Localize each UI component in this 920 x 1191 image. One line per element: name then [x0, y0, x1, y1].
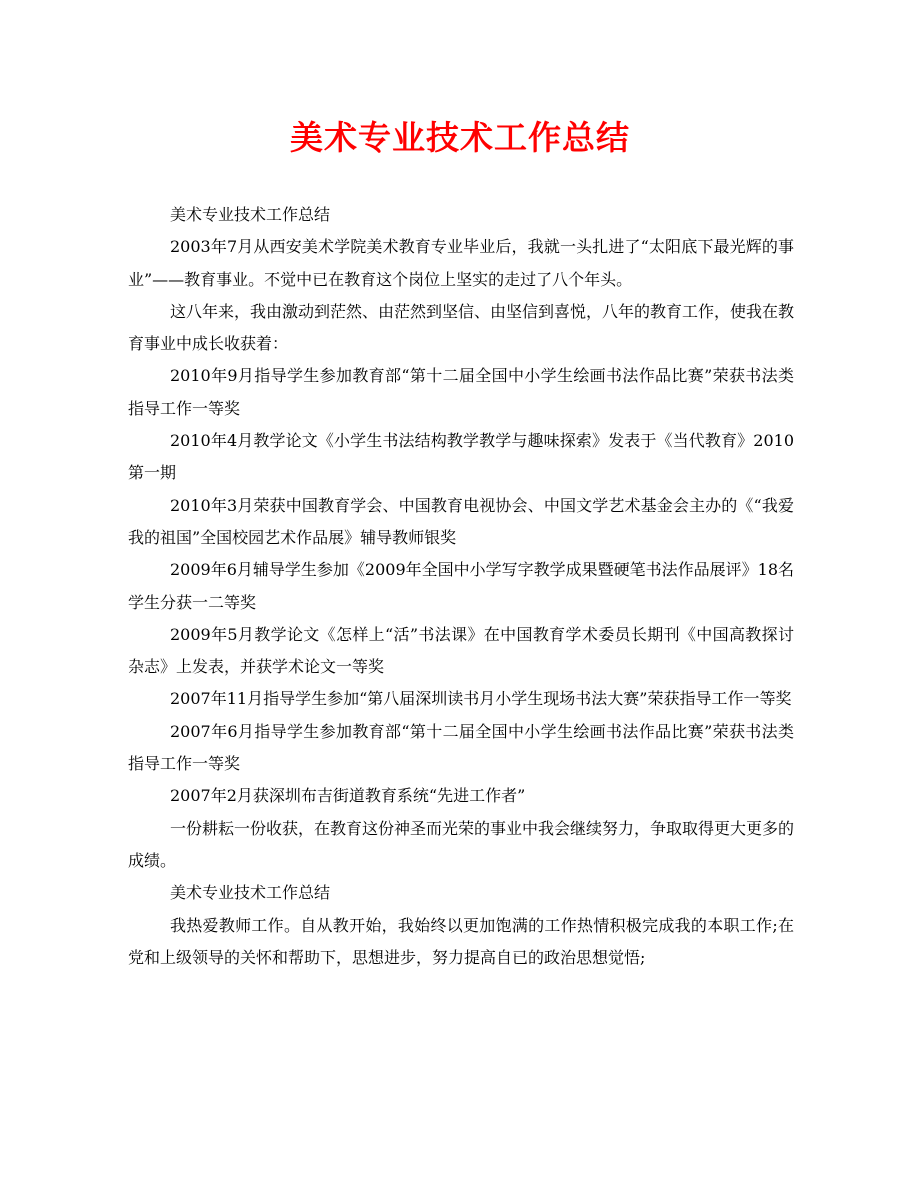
paragraph: 美术专业技术工作总结 [170, 883, 331, 903]
paragraph: 一份耕耘一份收获，在教育这份神圣而光荣的事业中我会继续努力，争取取得更大更多的成绩。 [128, 818, 795, 870]
paragraph: 2010年4月教学论文《小学生书法结构教学教学与趣味探索》发表于《当代教育》2010第一期 [128, 431, 794, 483]
paragraph: 2010年3月荣获中国教育学会、中国教育电视协会、中国文学艺术基金会主办的《“我爱我的祖国”全国校园艺术作品展》辅导教师银奖 [128, 495, 794, 547]
paragraph: 我热爱教师工作。自从教开始，我始终以更加饱满的工作热情积极完成我的本职工作;在党和上级领导的关怀和帮助下，思想进步，努力提高自已的政治思想觉悟; [128, 915, 794, 967]
paragraph: 2003年7月从西安美术学院美术教育专业毕业后，我就一头扎进了“太阳底下最光辉的事业”——教育事业。不觉中已在教育这个岗位上坚实的走过了八个年头。 [128, 237, 794, 289]
paragraph: 2007年6月指导学生参加教育部“第十二届全国中小学生绘画书法作品比赛”荣获书法类指导工作一等奖 [128, 721, 794, 774]
paragraph: 2007年2月获深圳布吉街道教育系统“先进工作者” [170, 786, 526, 806]
paragraph: 美术专业技术工作总结 [170, 205, 331, 224]
paragraph: 2009年6月辅导学生参加《2009年全国中小学写字教学成果暨硬笔书法作品展评》18名学生分获一二等奖 [128, 560, 794, 612]
paragraph: 2009年5月教学论文《怎样上“活”书法课》在中国教育学术委员长期刊《中国高教探讨杂志》上发表，并获学术论文一等奖 [128, 624, 794, 677]
paragraph: 2007年11月指导学生参加“第八届深圳读书月小学生现场书法大赛”荣获指导工作一等奖 [170, 689, 792, 709]
document-body [128, 199, 794, 974]
paragraph: 这八年来，我由激动到茫然、由茫然到坚信、由坚信到喜悦，八年的教育工作，使我在教育事业中成长收获着： [128, 301, 795, 354]
paragraph: 2010年9月指导学生参加教育部“第十二届全国中小学生绘画书法作品比赛”荣获书法类指导工作一等奖 [128, 366, 794, 418]
document-title: 美术专业技术工作总结 [290, 118, 630, 157]
